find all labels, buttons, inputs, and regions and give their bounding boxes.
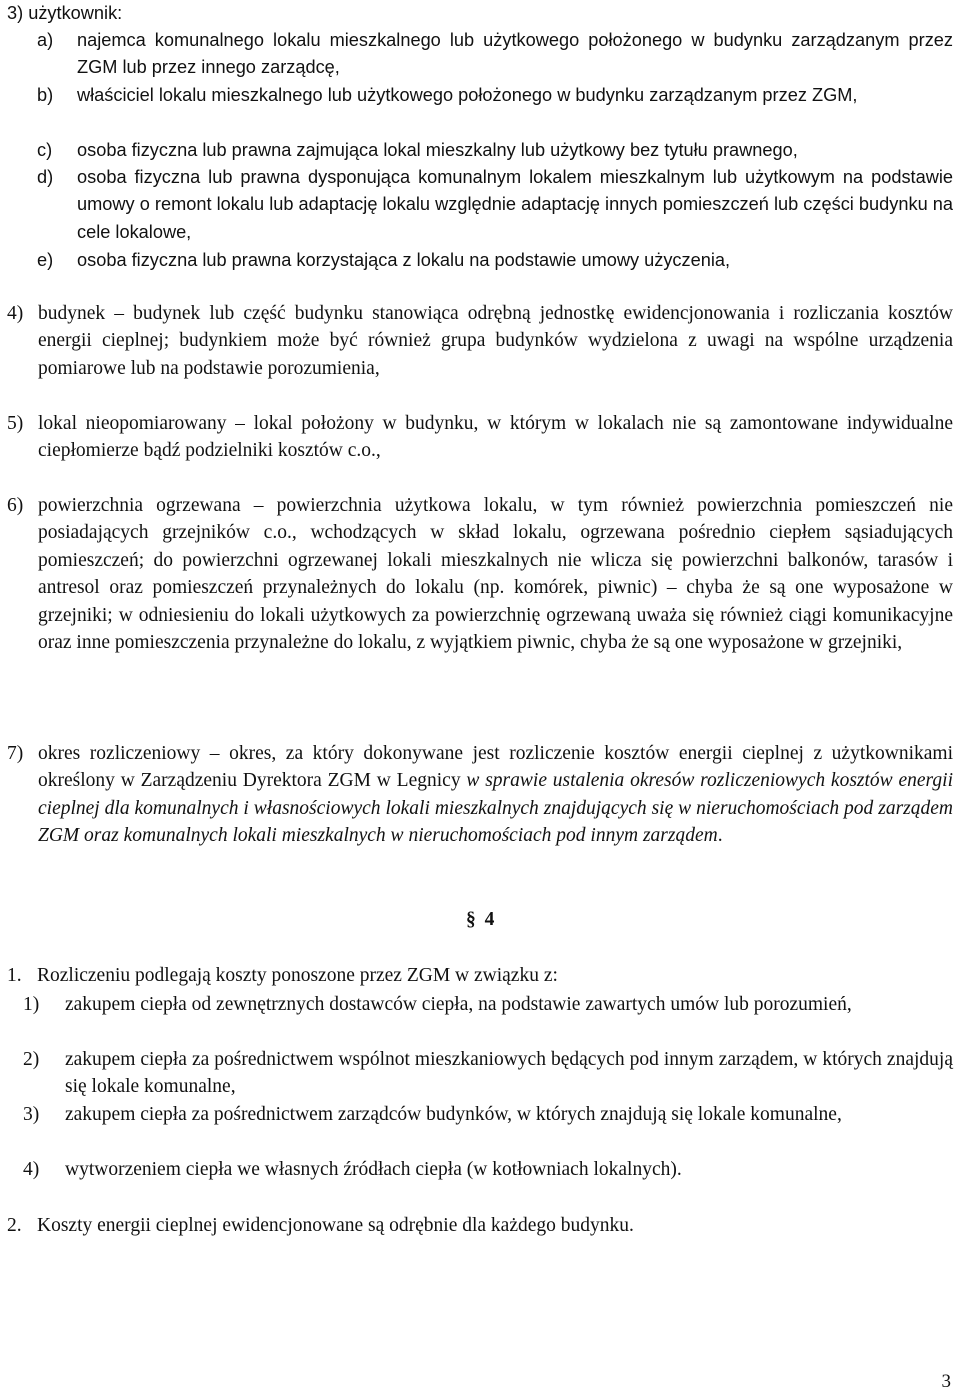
section-number: 4 bbox=[484, 909, 495, 930]
item-text: powierzchnia ogrzewana – powierzchnia użytkowa lokalu, w tym również powierzchnia pomieszczeń nie posiadających grzejników c.o., wchodzących w skład lokalu, ogrzewana pośrednio ciepłem sąsiadujących pomieszczeń; do powierzchni ogrzewanej lokali mieszkalnych nie wlicza się powierzchni balkonów, tarasów i antresol oraz pomieszczeń przynależnych do lokalu (np. komórek, piwnic) – chyba że są one wyposażone w grzejniki; w odniesieniu do lokali użytkowych za powierzchnię ogrzewaną uważa się również ciągi komunikacyjne oraz inne pomieszczenia przynależne do lokalu, z wyjątkiem piwnic, chyba że są one wyposażone w grzejniki, bbox=[38, 495, 953, 654]
point-text: zakupem ciepła za pośrednictwem wspólnot mieszkaniowych będących pod innym zarządem, w których znajdują się lokale komunalne, bbox=[65, 1049, 953, 1098]
page-number: 3 bbox=[941, 1371, 951, 1392]
point-text: osoba fizyczna lub prawna dysponująca komunalnym lokalem mieszkalnym lub użytkowym na podstawie umowy o remont lokalu lub adaptację lokalu względnie adaptację innych pomieszczeń lub części budynku na cele lokalowe, bbox=[77, 167, 953, 242]
point-text: wytworzeniem ciepła we własnych źródłach ciepła (w kotłowniach lokalnych). bbox=[65, 1159, 682, 1180]
point-text: zakupem ciepła od zewnętrznych dostawców ciepła, na podstawie zawartych umów lub porozumień, bbox=[65, 994, 852, 1015]
item7-text: okres rozliczeniowy – okres, za który dokonywane jest rozliczenie kosztów energii cieplnej z użytkownikami określony w Zarządzeniu Dyrektora ZGM w Legnicy bbox=[38, 743, 953, 792]
item-label: 4) bbox=[7, 303, 24, 324]
section-symbol: § bbox=[466, 909, 476, 930]
item-text: budynek – budynek lub część budynku stanowiąca odrębną jednostkę ewidencjonowania i rozliczania kosztów energii cieplnej; budynkiem może być również grupa budynków wydzielona z uwagi na wspólne urządzenia pomiarowe lub na podstawie porozumienia, bbox=[38, 303, 953, 379]
item-text: lokal nieopomiarowany – lokal położony w budynku, w którym w lokalach nie są zamontowane indywidualne ciepłomierze bądź podzielniki kosztów c.o., bbox=[38, 413, 953, 462]
item-label: 7) bbox=[7, 743, 24, 764]
point-text: osoba fizyczna lub prawna zajmująca lokal mieszkalny lub użytkowy bez tytułu prawnego, bbox=[77, 140, 798, 160]
point-label: c) bbox=[37, 140, 53, 160]
point-label: a) bbox=[37, 30, 54, 50]
item3-heading: 3) użytkownik: bbox=[7, 3, 123, 23]
point-text: właściciel lokalu mieszkalnego lub użytkowego położonego w budynku zarządzanym przez ZGM, bbox=[77, 85, 858, 105]
point-label: 4) bbox=[23, 1159, 40, 1180]
item-label: 5) bbox=[7, 413, 24, 434]
point-label: b) bbox=[37, 85, 54, 105]
point-label: d) bbox=[37, 167, 54, 187]
regulation-title: w sprawie ustalenia okresów rozliczeniowych kosztów energii cieplnej dla komunalnych i własnościowych lokali mieszkalnych znajdujących się w nieruchomościach pod zarządem ZGM oraz komunalnych lokali mieszkalnych w nieruchomościach pod innym zarządem bbox=[38, 770, 953, 847]
paragraph-intro: Rozliczeniu podlegają koszty ponoszone przez ZGM w związku z: bbox=[37, 965, 558, 986]
point-text: najemca komunalnego lokalu mieszkalnego lub użytkowego położonego w budynku zarządzanym przez ZGM lub przez innego zarządcę, bbox=[77, 30, 953, 78]
point-label: e) bbox=[37, 250, 54, 270]
section-heading bbox=[466, 906, 494, 933]
point-label: 2) bbox=[23, 1049, 40, 1070]
point-text: osoba fizyczna lub prawna korzystająca z lokalu na podstawie umowy użyczenia, bbox=[77, 250, 731, 270]
paragraph-label: 2. bbox=[7, 1215, 22, 1236]
paragraph-text: Koszty energii cieplnej ewidencjonowane są odrębnie dla każdego budynku. bbox=[37, 1215, 634, 1236]
item-label: 6) bbox=[7, 495, 24, 516]
paragraph-label: 1. bbox=[7, 965, 22, 986]
point-text: zakupem ciepła za pośrednictwem zarządców budynków, w których znajdują się lokale komunalne, bbox=[65, 1104, 842, 1125]
point-label: 3) bbox=[23, 1104, 40, 1125]
item7-end: . bbox=[717, 825, 723, 847]
item-text bbox=[38, 740, 953, 850]
point-label: 1) bbox=[23, 994, 40, 1015]
